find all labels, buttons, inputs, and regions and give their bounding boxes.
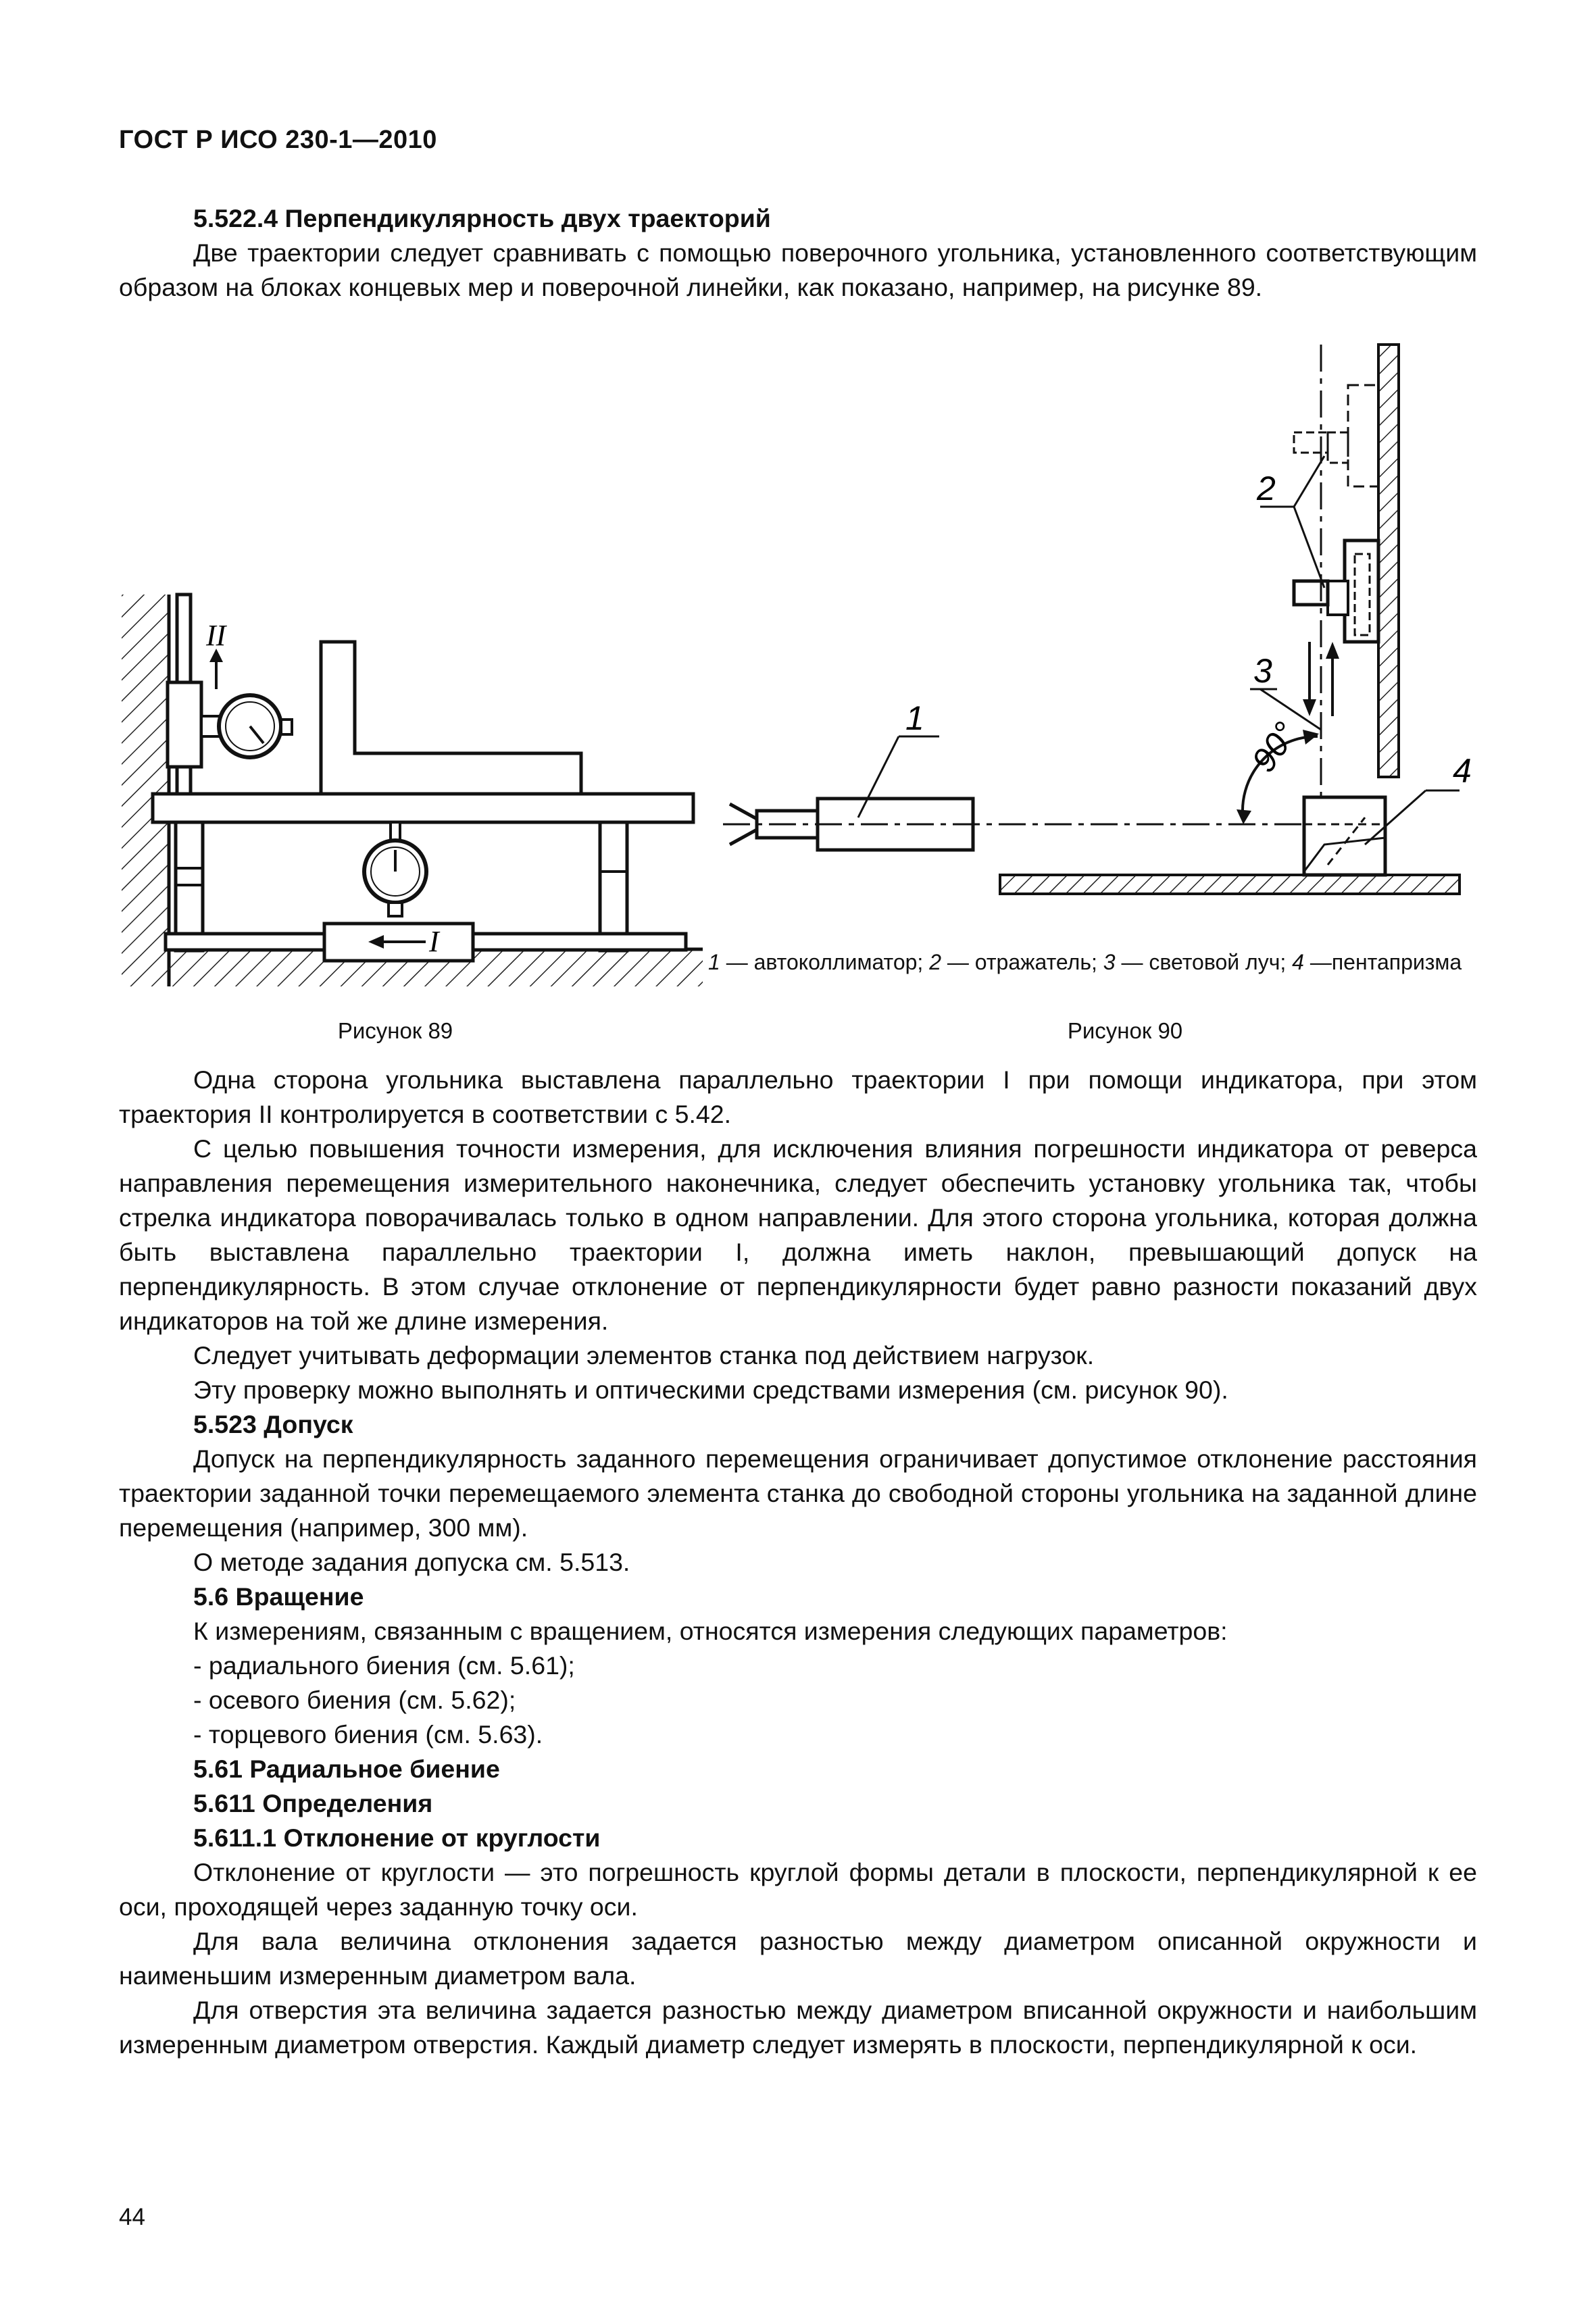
document-header: ГОСТ Р ИСО 230-1—2010 xyxy=(119,126,437,154)
base-plate xyxy=(1000,875,1460,894)
square xyxy=(321,642,581,794)
label-4: 4 xyxy=(1453,752,1472,790)
reflector-mount xyxy=(1345,540,1378,642)
legend-num-4: 4 xyxy=(1292,950,1304,974)
figure-89-caption: Рисунок 89 xyxy=(337,1018,453,1043)
paragraph: Две траектории следует сравнивать с помощью поверочного угольника, установленного соответствующим образом на блоках концевых мер и поверочной линейки, как показано, например, на рисунке 89. xyxy=(119,238,1477,301)
wall-hatch xyxy=(122,595,169,986)
paragraph: Отклонение от круглости — это погрешность круглой формы детали в плоскости, перпендикулярной к ее оси, проходящей через заданную точку оси. xyxy=(119,1858,1477,1921)
list-item: - радиального биения (см. 5.61); xyxy=(193,1651,575,1680)
legend-num-1: 1 xyxy=(708,950,720,974)
label-1: 1 xyxy=(905,699,924,737)
paragraph: Допуск на перпендикулярность заданного перемещения ограничивает допустимое отклонение расстояния траектории заданной точки перемещаемого элемента станка до свободной стороны угольника на заданной длине перемещения (например, 300 мм). xyxy=(119,1444,1477,1542)
label-ii: II xyxy=(206,619,226,652)
figure-89 xyxy=(115,581,709,1000)
vertical-column xyxy=(1378,345,1399,777)
paragraph: Следует учитывать деформации элементов станка под действием нагрузок. xyxy=(193,1341,1095,1369)
legend-text-2: — отражатель; xyxy=(941,950,1103,974)
legend-num-2: 2 xyxy=(929,950,941,974)
list-item: - торцевого биения (см. 5.63). xyxy=(193,1720,543,1749)
legend-num-3: 3 xyxy=(1103,950,1116,974)
figure-90-caption: Рисунок 90 xyxy=(1067,1018,1183,1043)
figure-90 xyxy=(716,331,1493,912)
section-heading: 5.6 Вращение xyxy=(193,1582,364,1611)
paragraph: Эту проверку можно выполнять и оптическими средствами измерения (см. рисунок 90). xyxy=(193,1376,1228,1404)
legend-text-1: — автоколлиматор; xyxy=(720,950,930,974)
straightedge xyxy=(153,794,693,822)
figure-90-legend xyxy=(708,947,1474,978)
section-heading: 5.523 Допуск xyxy=(193,1410,353,1438)
main-body-text xyxy=(119,1063,1477,2062)
figure-89-drawing xyxy=(115,581,709,1000)
section-heading: 5.611 Определения xyxy=(193,1789,433,1817)
section-heading: 5.611.1 Отклонение от круглости xyxy=(193,1823,601,1852)
label-i: I xyxy=(429,925,439,958)
legend-text-3: — световой луч; xyxy=(1115,950,1293,974)
paragraph: К измерениям, связанным с вращением, относятся измерения следующих параметров: xyxy=(193,1617,1228,1645)
figure-90-drawing xyxy=(716,331,1493,912)
section-heading: 5.522.4 Перпендикулярность двух траекторий xyxy=(193,204,771,232)
paragraph: О методе задания допуска см. 5.513. xyxy=(193,1548,630,1576)
label-3: 3 xyxy=(1253,652,1272,690)
page-number: 44 xyxy=(119,2204,145,2230)
paragraph: Для вала величина отклонения задается разностью между диаметром описанной окружности и наименьшим измеренным диаметром вала. xyxy=(119,1927,1477,1990)
list-item: - осевого биения (см. 5.62); xyxy=(193,1686,516,1714)
paragraph: С целью повышения точности измерения, для исключения влияния погрешности индикатора от реверса направления перемещения измерительного наконечника, следует обеспечить установку угольника так, чтобы стрелка индикатора поворачивалась только в одном направлении. Для этого сторона угольника, которая должна быть выставлена параллельно траектории I, должна иметь наклон, превышающий допуск на перпендикулярность. В этом случае отклонение от перпендикулярности будет равно разности показаний двух индикаторов на той же длине измерения. xyxy=(119,1134,1477,1335)
section-heading: 5.61 Радиальное биение xyxy=(193,1755,500,1783)
legend-text-4: —пентапризма xyxy=(1303,950,1462,974)
section-5-522-4 xyxy=(119,201,1477,305)
paragraph: Для отверстия эта величина задается разностью между диаметром вписанной окружности и наибольшим измеренным диаметром отверстия. Каждый диаметр следует измерять в плоскости, перпендикулярной к оси. xyxy=(119,1996,1477,2059)
label-2: 2 xyxy=(1257,470,1276,507)
angle-label: 90° xyxy=(1244,715,1305,779)
paragraph: Одна сторона угольника выставлена параллельно траектории I при помощи индикатора, при этом траектория II контролируется в соответствии с 5.42. xyxy=(119,1065,1477,1128)
